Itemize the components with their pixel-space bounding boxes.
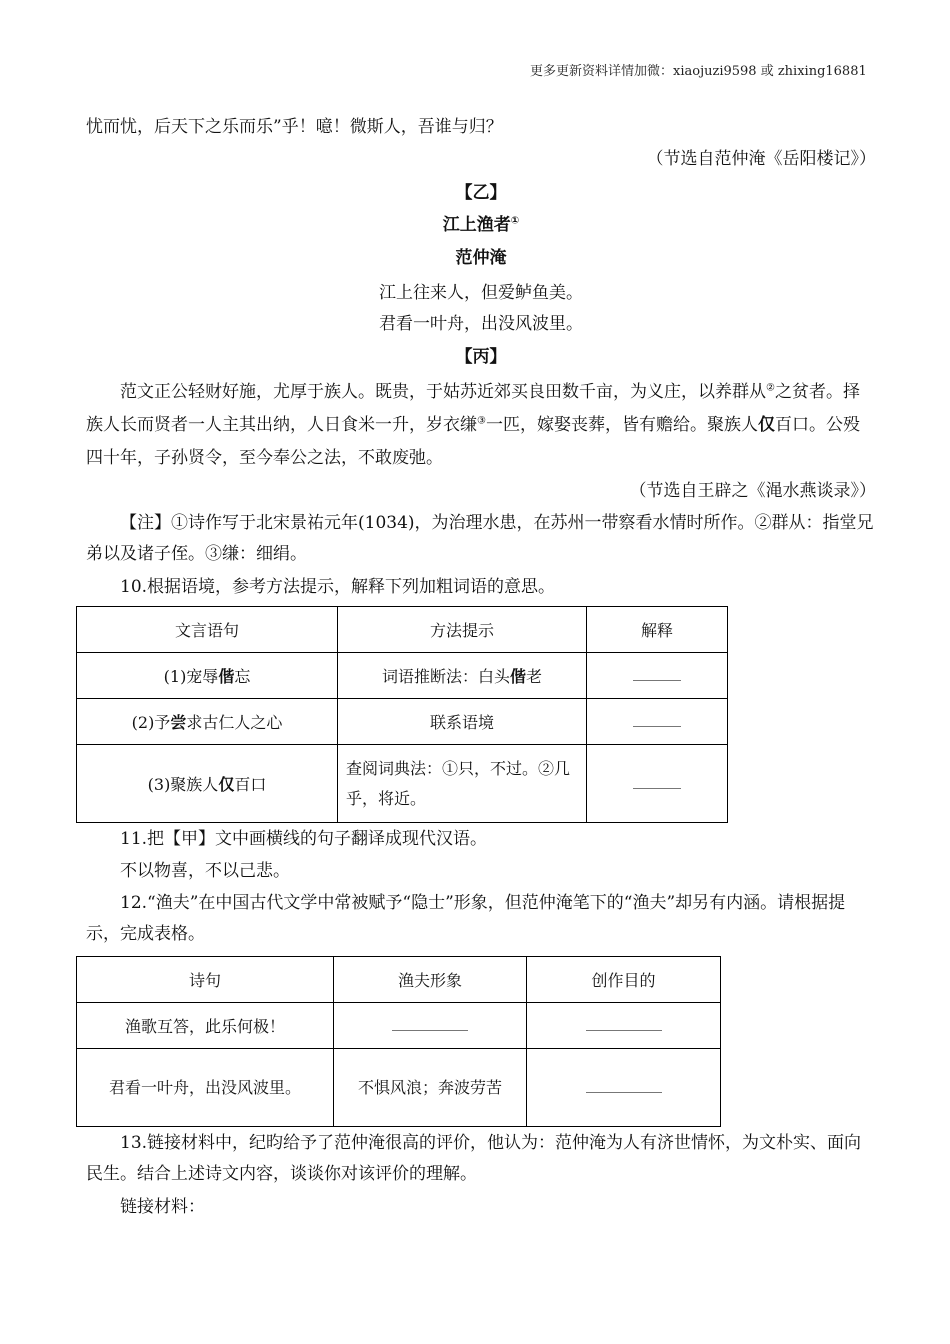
q10-header-method: 方法提示 [338,607,587,653]
bing-text-3: 一匹，嫁娶丧葬，皆有赡给。聚族人 [485,415,758,435]
q10-prompt: 10.根据语境，参考方法提示，解释下列加粗词语的意思。 [120,577,556,597]
q12-table [76,956,721,1127]
q10-row1-hint-pre: 词语推断法：白头 [381,667,510,686]
answer-blank[interactable] [633,712,681,727]
q10-header-explain: 解释 [587,607,728,653]
header-note: 更多更新资料详情加微：xiaojuzi9598 或 zhixing16881 [530,64,867,79]
q10-row3-hint: 查阅词典法：①只，不过。②几乎，将近。 [338,745,587,823]
poem-title-note: ① [510,215,520,227]
q12-row1-line: 渔歌互答，此乐何极！ [77,1003,334,1049]
q12-header-purpose: 创作目的 [527,957,721,1003]
passage-bing-label: 【丙】 [455,347,507,367]
q11-prompt: 11.把【甲】文中画横线的句子翻译成现代汉语。 [120,829,488,849]
passage-jia-source: （节选自范仲淹《岳阳楼记》） [646,149,876,169]
q10-row3-answer[interactable] [587,745,728,823]
answer-blank[interactable] [633,666,681,681]
q10-row2-sentence [77,699,338,745]
bing-bold-word: 仅 [757,415,775,435]
q10-row2-answer[interactable] [587,699,728,745]
q10-header-sentence: 文言语句 [77,607,338,653]
q10-row2-post: 求古仁人之心 [186,713,283,732]
table-row [77,699,728,745]
poem-title [86,210,876,241]
passage-yi-label: 【乙】 [455,183,507,203]
passage-bing-source: （节选自王辟之《渑水燕谈录》） [629,481,876,501]
q10-row3-bold: 仅 [218,775,235,794]
q10-row1-pre: (1)宠辱 [163,667,219,686]
q12-prompt: 12.“渔夫”在中国古代文学中常被赋予“隐士”形象，但范仲淹笔下的“渔夫”却另有内涵。请根据提示，完成表格。 [86,893,846,944]
passage-jia-tail: 忧而忧，后天下之乐而乐”乎！噫！微斯人，吾谁与归？ [86,117,503,137]
q10-row1-sentence [77,653,338,699]
q13-link-label: 链接材料： [120,1197,205,1217]
table-row [77,745,728,823]
answer-blank[interactable] [586,1078,662,1093]
q12-row1-image[interactable] [334,1003,527,1049]
q11-sentence: 不以物喜，不以己悲。 [120,861,290,881]
q10-row1-hint-post: 老 [526,667,543,686]
q12-row2-image: 不惧风浪；奔波劳苦 [334,1049,527,1127]
poem-author: 范仲淹 [455,248,507,268]
q10-row1-post: 忘 [234,667,251,686]
answer-blank[interactable] [586,1016,662,1031]
q10-row3-post: 百口 [234,775,267,794]
table-row [77,1003,721,1049]
q12-row1-purpose[interactable] [527,1003,721,1049]
q10-row1-hint [338,653,587,699]
answer-blank[interactable] [392,1016,468,1031]
q10-row2-hint: 联系语境 [338,699,587,745]
q12-header-line: 诗句 [77,957,334,1003]
bing-text-1: 范文正公轻财好施，尤厚于族人。既贵，于姑苏近郊买良田数千亩，为义庄，以养群从 [120,382,766,402]
q10-row3-sentence [77,745,338,823]
poem-line-1: 江上往来人，但爱鲈鱼美。 [379,283,583,303]
bing-text-4: 百口。公殁四十年，子孙贤令，至今奉公之法，不敢废弛。 [86,415,860,468]
q10-row1-hint-bold: 偕 [509,667,526,686]
notes: 【注】①诗作写于北宋景祐元年(1034)，为治理水患，在苏州一带察看水情时所作。②群从：指堂兄弟以及诸子侄。③缣：细绢。 [86,513,874,564]
q10-row2-pre: (2)予 [131,713,171,732]
poem-title-text: 江上渔者 [442,215,511,235]
q10-table [76,606,728,823]
poem-line-2: 君看一叶舟，出没风波里。 [379,314,583,334]
q10-row1-answer[interactable] [587,653,728,699]
table-row [77,1049,721,1127]
bing-note-3: ③ [477,415,486,427]
q13-prompt: 13.链接材料中，纪昀给予了范仲淹很高的评价，他认为：范仲淹为人有济世情怀，为文朴实、面向民生。结合上述诗文内容，谈谈你对该评价的理解。 [86,1133,862,1184]
passage-bing-paragraph [86,376,876,475]
answer-blank[interactable] [633,774,681,789]
q12-row2-line: 君看一叶舟，出没风波里。 [77,1049,334,1127]
q12-row2-purpose[interactable] [527,1049,721,1127]
q12-header-image: 渔夫形象 [334,957,527,1003]
q10-row1-bold: 偕 [218,667,235,686]
q10-row2-bold: 尝 [170,713,187,732]
table-row [77,653,728,699]
bing-text-2: 之贫者。择族人长而贤者一人主其出纳，人日食米一升，岁衣缣 [86,382,860,435]
bing-note-2: ② [766,382,775,394]
q10-row3-pre: (3)聚族人 [147,775,219,794]
